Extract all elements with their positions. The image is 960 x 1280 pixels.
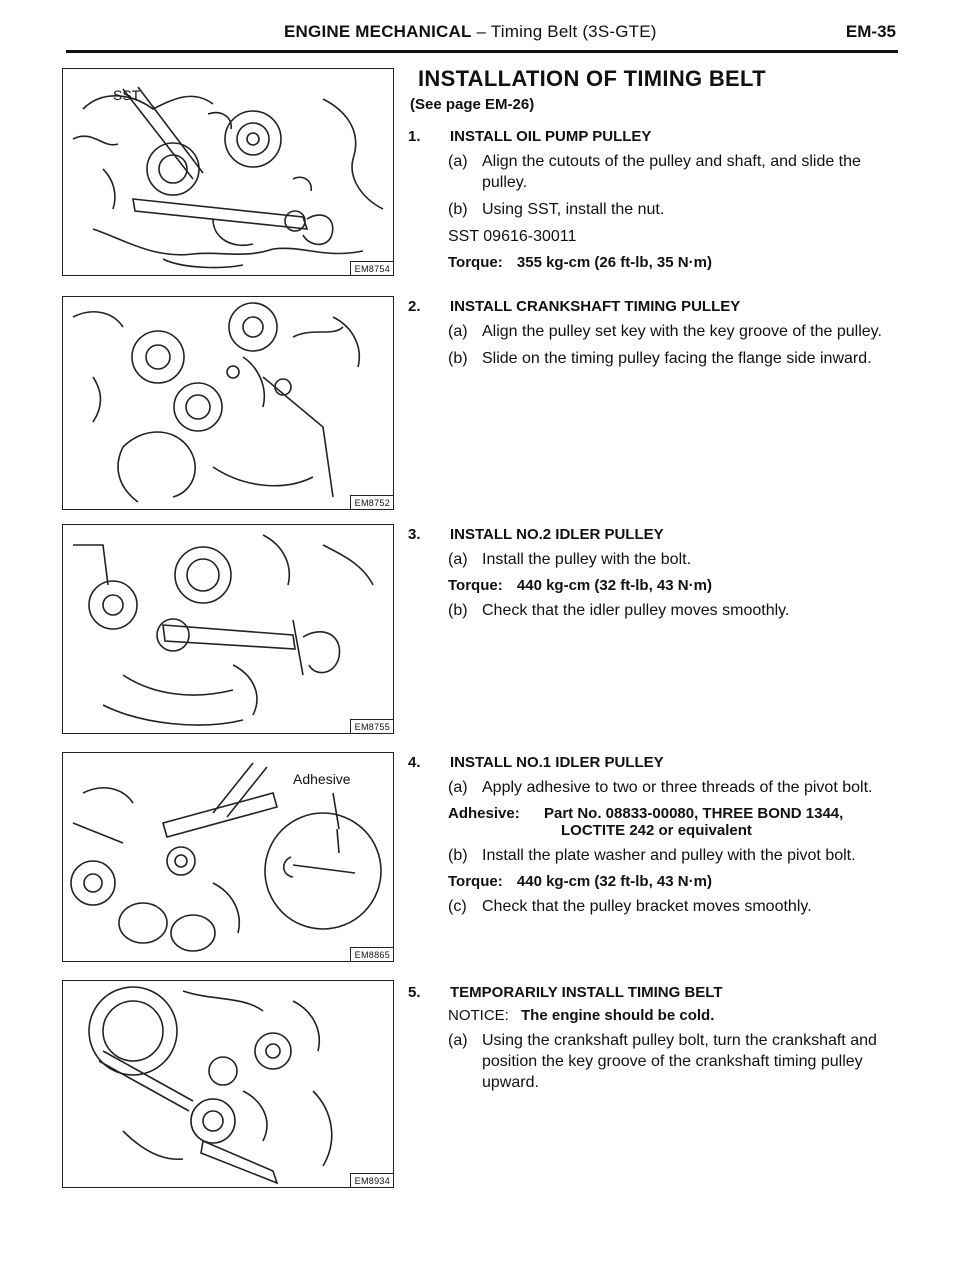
notice-label: NOTICE:: [448, 1007, 509, 1024]
step-2: [408, 298, 888, 369]
section-title: INSTALLATION OF TIMING BELT: [418, 66, 766, 91]
torque-spec: [408, 873, 888, 890]
substep-label: (a): [448, 1032, 468, 1049]
figure-crankshaft-pulley: [62, 296, 394, 510]
substep-c: [408, 896, 888, 917]
substep-label: (b): [448, 847, 468, 864]
adhesive-label: Adhesive:: [448, 805, 520, 822]
figure-oil-pump-pulley: [62, 68, 394, 276]
figure-timing-belt: [62, 980, 394, 1188]
header-section: ENGINE MECHANICAL: [284, 22, 472, 41]
step-5: [408, 984, 888, 1093]
substep-a: [408, 777, 888, 798]
figure-code: EM8752: [350, 495, 393, 509]
page-number: EM-35: [845, 22, 896, 41]
substep-text: Apply adhesive to two or three threads of the pivot bolt.: [482, 779, 873, 796]
step-number: 3.: [408, 526, 421, 543]
step-1: [408, 128, 888, 271]
torque-value: 355 kg-cm (26 ft-lb, 35 N·m): [516, 254, 712, 271]
step-title: INSTALL NO.2 IDLER PULLEY: [450, 526, 664, 543]
notice: [408, 1007, 888, 1024]
step-number: 2.: [408, 298, 421, 315]
substep-b: [408, 348, 888, 369]
substep-text: Slide on the timing pulley facing the flange side inward.: [482, 350, 872, 367]
header-subject: Timing Belt (3S-GTE): [490, 22, 657, 41]
substep-text: Install the pulley with the bolt.: [482, 551, 692, 568]
adhesive-spec: [408, 805, 888, 839]
step-heading: [408, 984, 888, 1001]
figure-illustration: [63, 981, 393, 1187]
notice-text: The engine should be cold.: [521, 1007, 715, 1024]
figure-no2-idler-pulley: [62, 524, 394, 734]
substep-label: (b): [448, 602, 468, 619]
torque-spec: [408, 254, 888, 271]
step-number: 1.: [408, 128, 421, 145]
header-title: [284, 22, 657, 42]
figure-illustration: [63, 297, 393, 509]
sst-number: SST 09616-30011: [448, 228, 577, 245]
torque-spec: [408, 577, 888, 594]
step-heading: [408, 526, 888, 543]
step-heading: [408, 298, 888, 315]
substep-text: Using SST, install the nut.: [482, 201, 665, 218]
sst-callout: SST: [113, 87, 141, 103]
substep-a: [408, 1030, 888, 1093]
step-number: 5.: [408, 984, 421, 1001]
substep-b: [408, 199, 888, 220]
adhesive-line-1: Part No. 08833-00080, THREE BOND 1344,: [544, 805, 844, 822]
substep-label: (a): [448, 779, 468, 796]
figure-code: EM8865: [350, 947, 393, 961]
substep-a: [408, 151, 888, 193]
step-number: 4.: [408, 754, 421, 771]
substep-label: (c): [448, 898, 467, 915]
substep-text: Check that the idler pulley moves smoothly.: [482, 602, 790, 619]
figure-code: EM8755: [350, 719, 393, 733]
adhesive-line-2: LOCTITE 242 or equivalent: [561, 822, 752, 839]
substep-b: [408, 845, 888, 866]
substep-a: [408, 321, 888, 342]
step-heading: [408, 754, 888, 771]
adhesive-callout: Adhesive: [293, 771, 351, 787]
adhesive-line-2-wrap: [544, 822, 888, 839]
step-title: INSTALL NO.1 IDLER PULLEY: [450, 754, 664, 771]
step-4: [408, 754, 888, 917]
figure-no1-idler-pulley: [62, 752, 394, 962]
substep-text: Using the crankshaft pulley bolt, turn the crankshaft and position the key groove of the crankshaft timing pulley upward.: [482, 1032, 877, 1091]
substep-label: (b): [448, 350, 468, 367]
substep-b: [408, 600, 888, 621]
substep-text: Install the plate washer and pulley with the pivot bolt.: [482, 847, 856, 864]
step-heading: [408, 128, 888, 145]
header-dash: –: [476, 22, 487, 41]
substep-text: Align the pulley set key with the key groove of the pulley.: [482, 323, 882, 340]
substep-text: Check that the pulley bracket moves smoothly.: [482, 898, 812, 915]
torque-label: Torque:: [448, 254, 503, 271]
substep-label: (a): [448, 323, 468, 340]
substep-label: (b): [448, 201, 468, 218]
torque-value: 440 kg-cm (32 ft-lb, 43 N·m): [516, 873, 712, 890]
torque-label: Torque:: [448, 577, 503, 594]
substep-text: Align the cutouts of the pulley and shaft, and slide the pulley.: [482, 153, 861, 191]
figure-code: EM8754: [350, 261, 393, 275]
step-title: INSTALL OIL PUMP PULLEY: [450, 128, 652, 145]
substep-label: (a): [448, 551, 468, 568]
substep-a: [408, 549, 888, 570]
see-page-reference: (See page EM-26): [410, 96, 535, 113]
page-header: [66, 22, 898, 53]
substep-label: (a): [448, 153, 468, 170]
adhesive-value: [544, 805, 888, 839]
torque-value: 440 kg-cm (32 ft-lb, 43 N·m): [516, 577, 712, 594]
torque-label: Torque:: [448, 873, 503, 890]
step-title: INSTALL CRANKSHAFT TIMING PULLEY: [450, 298, 741, 315]
figure-code: EM8934: [350, 1173, 393, 1187]
figure-illustration: [63, 525, 393, 733]
step-3: [408, 526, 888, 621]
step-title: TEMPORARILY INSTALL TIMING BELT: [450, 984, 723, 1001]
